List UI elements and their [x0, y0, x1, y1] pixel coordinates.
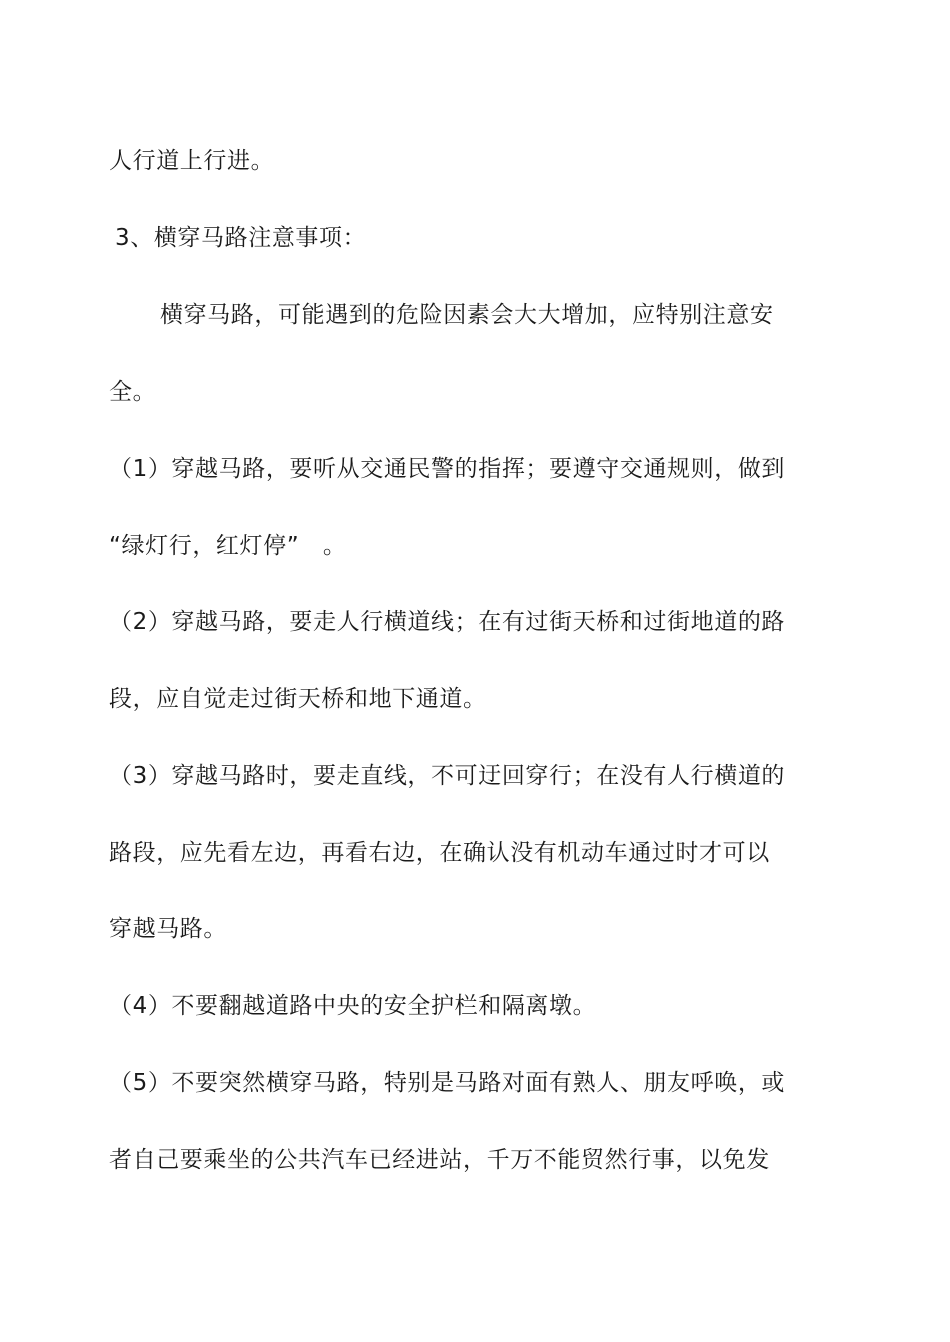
item-4-line-1: （4）不要翻越道路中央的安全护栏和隔离墩。 — [109, 993, 597, 1019]
paragraph-intro-line-2: 全。 — [109, 379, 157, 405]
item-2-line-2: 段，应自觉走过街天桥和地下通道。 — [109, 686, 487, 712]
item-1-line-2: “绿灯行，红灯停” 。 — [109, 533, 347, 559]
section-heading: 3、横穿马路注意事项： — [115, 225, 367, 251]
item-2-line-1: （2）穿越马路，要走人行横道线；在有过街天桥和过街地道的路 — [109, 609, 786, 635]
item-5-line-2: 者自己要乘坐的公共汽车已经进站，千万不能贸然行事，以免发 — [109, 1147, 770, 1173]
item-3-line-3: 穿越马路。 — [109, 916, 227, 942]
item-5-line-1: （5）不要突然横穿马路，特别是马路对面有熟人、朋友呼唤，或 — [109, 1070, 786, 1096]
item-3-line-1: （3）穿越马路时，要走直线，不可迂回穿行；在没有人行横道的 — [109, 763, 786, 789]
item-3-line-2: 路段，应先看左边，再看右边，在确认没有机动车通过时才可以 — [109, 840, 770, 866]
paragraph-intro-line-1: 横穿马路，可能遇到的危险因素会大大增加，应特别注意安 — [160, 302, 774, 328]
item-1-line-1: （1）穿越马路，要听从交通民警的指挥；要遵守交通规则，做到 — [109, 456, 786, 482]
text-line-continuation: 人行道上行进。 — [109, 148, 275, 174]
